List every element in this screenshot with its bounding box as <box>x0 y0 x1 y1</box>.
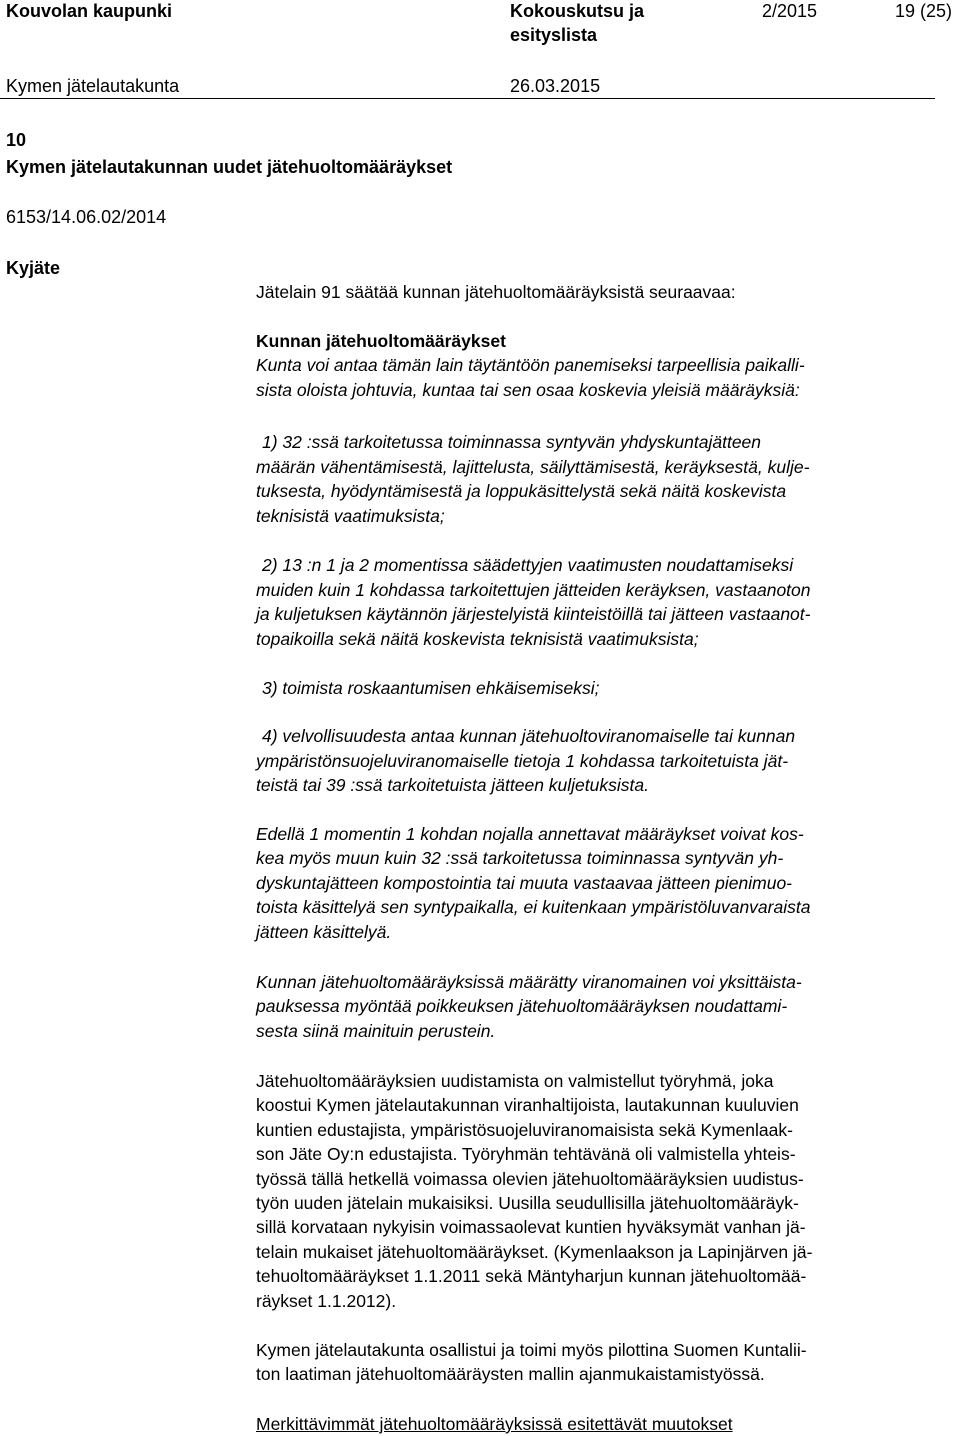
law-item-4: 4) velvollisuudesta antaa kunnan jätehuoltoviranomaiselle tai kunnan <box>262 726 796 746</box>
law-item-1: 1) 32 :ssä tarkoitetussa toiminnassa syntyvän yhdyskuntajätteen <box>262 432 762 452</box>
header-rule <box>0 98 935 99</box>
org-name: Kouvolan kaupunki <box>6 1 173 21</box>
law-item-2-cont: muiden kuin 1 kohdassa tarkoitettujen jätteiden keräyksen, vastaanoton ja kuljetuksen käytännön järjestelyistä kiinteistöillä tai jätteen vastaanot- topaikoilla sekä näitä koskevista teknisistä vaatimuksista; <box>256 580 811 649</box>
meeting-number: 2/2015 <box>762 1 818 21</box>
law-item-2: 2) 13 :n 1 ja 2 momentissa säädettyjen vaatimusten noudattamiseksi <box>262 555 794 575</box>
doc-type-line-2: esityslista <box>510 25 598 45</box>
changes-subheading: Merkittävimmät jätehuoltomääräyksissä esitettävät muutokset <box>256 1414 733 1434</box>
item-section-label: Kyjäte <box>6 258 61 278</box>
item-title: Kymen jätelautakunnan uudet jätehuoltomääräykset <box>6 157 453 177</box>
law-quote: Kunnan jätehuoltomääräykset Kunta voi antaa tämän lain täytäntöön panemiseksi tarpeellisia paikalli- sista oloista johtuvia, kuntaa tai sen osaa koskevia yleisiä määräyksiä: <box>256 329 936 402</box>
doc-type-line-1: Kokouskutsu ja <box>510 1 645 21</box>
item-number: 10 <box>6 130 27 150</box>
page-number: 19 (25) <box>895 1 953 21</box>
law-item-3: 3) toimista roskaantumisen ehkäisemiseksi; <box>262 678 600 698</box>
body-paragraph-1: Jätehuoltomääräyksien uudistamista on valmistellut työryhmä, joka koostui Kymen jätelautakunnan viranhaltijoista, lautakunnan kuuluvien kuntien edustajista, ympäristösuojeluviranomaisista sekä Kymenlaak- son Jäte Oy:n edustajista. Työryhmän tehtävänä oli valmistella yhteis- työssä tällä hetkellä voimassa olevien jätehuoltomääräyksien uudistus- työn uuden jätelain mukaisiksi. Uusilla seudullisilla jätehuoltomääräyk- sillä korvataan nykyisin voimassaolevat kuntien hyväksymät vanhan jä- telain mukaiset jätehuoltomääräykset. (Kymenlaakson ja Lapinjärven jä- tehuoltomääräykset 1.1.2011 sekä Mäntyharjun kunnan jätehuoltomää- räykset 1.1.2012). <box>256 1071 813 1311</box>
meeting-date: 26.03.2015 <box>510 76 601 96</box>
law-heading: Kunnan jätehuoltomääräykset <box>256 331 506 351</box>
law-item-4-cont: ympäristönsuojeluviranomaiselle tietoja 1 kohdassa tarkoitetuista jät- teistä tai 39 :ssä tarkoitetuista jätteen kuljetuksista. <box>256 751 789 796</box>
committee-name: Kymen jätelautakunta <box>6 76 180 96</box>
law-item-1-cont: määrän vähentämisestä, lajittelusta, säilyttämisestä, keräyksestä, kulje- tuksesta, hyödyntämisestä ja loppukäsittelystä sekä näitä koskevista teknisistä vaatimuksista; <box>256 457 810 526</box>
intro-text: Jätelain 91 säätää kunnan jätehuoltomääräyksistä seuraavaa: <box>256 282 736 302</box>
law-paragraph-3: Kunnan jätehuoltomääräyksissä määrätty viranomainen voi yksittäista- pauksessa myöntää poikkeuksen jätehuoltomääräyksen noudattami- sesta siinä mainituin perustein. <box>256 972 802 1041</box>
law-paragraph-2: Edellä 1 momentin 1 kohdan nojalla annettavat määräykset voivat kos- kea myös muun kuin 32 :ssä tarkoitetussa toiminnassa syntyvän yh- dyskuntajätteen kompostointia tai muuta vastaavaa jätteen pienimuo- toista käsittelyä sen syntypaikalla, ei kuitenkaan ympäristöluvanvaraista jätteen käsittelyä. <box>256 824 811 942</box>
diary-number: 6153/14.06.02/2014 <box>6 207 167 227</box>
body-paragraph-2: Kymen jätelautakunta osallistui ja toimi myös pilottina Suomen Kuntalii- ton laatiman jätehuoltomääräysten mallin ajanmukaistamistyössä. <box>256 1340 807 1385</box>
